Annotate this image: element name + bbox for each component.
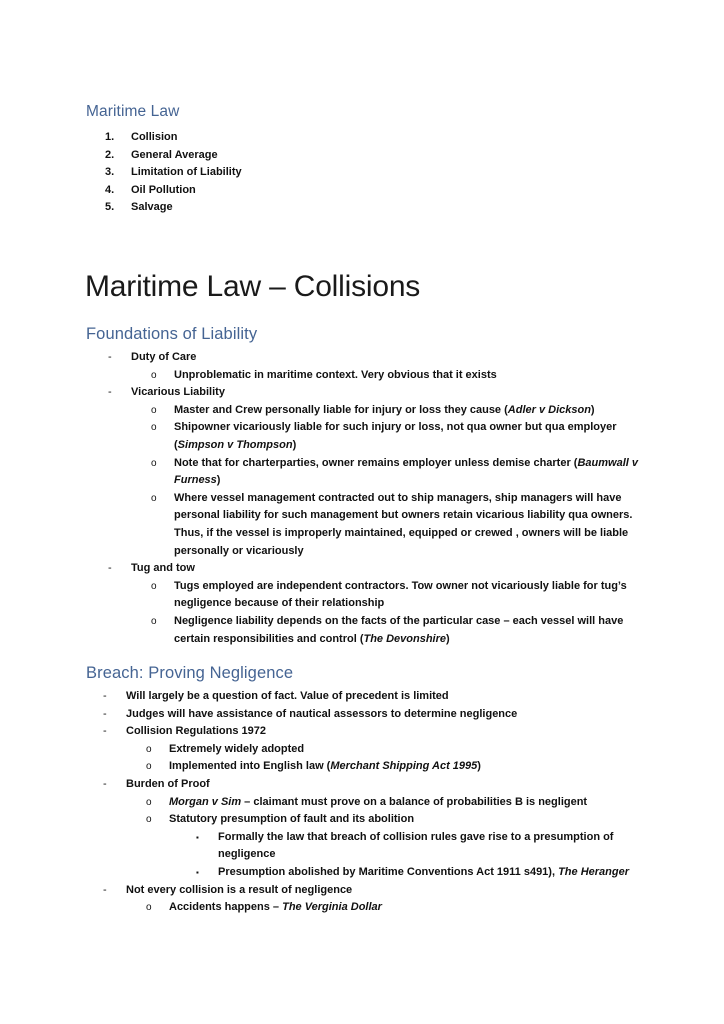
circle-bullet-icon: o xyxy=(146,796,152,808)
case-name-italic: The Devonshire xyxy=(363,632,447,645)
outline-item-text xyxy=(126,688,640,706)
dash-bullet-icon: - xyxy=(103,883,107,896)
circle-bullet-icon: o xyxy=(151,615,157,627)
outline-item-level-2 xyxy=(0,899,724,917)
case-name-italic: Morgan v Sim xyxy=(169,795,242,808)
outline-item-text xyxy=(174,402,640,420)
circle-bullet-icon: o xyxy=(151,492,157,504)
outline-item-text-run: Collision Regulations 1972 xyxy=(126,725,266,738)
outline-item-text-run: – claimant must prove on a balance of probabilities B is negligent xyxy=(241,795,588,808)
circle-bullet-icon: o xyxy=(146,761,152,773)
outline-item-text-tail: ) xyxy=(292,438,297,451)
outline-item-level-2 xyxy=(0,811,724,829)
outline-item-text xyxy=(174,419,640,454)
outline-item-text-run: Presumption abolished by Maritime Conventions Act 1911 s491), xyxy=(218,865,559,878)
list-marker: 3. xyxy=(105,166,115,179)
outline-item-text-run: Formally the law that breach of collision rules gave rise to a presumption of negligence xyxy=(218,830,614,861)
outline-item-level-2 xyxy=(0,794,724,812)
outline-item-level-2 xyxy=(0,741,724,759)
outline-item-level-1 xyxy=(0,723,724,741)
outline-item-text xyxy=(169,741,640,759)
outline-item-level-3 xyxy=(0,864,724,882)
outline-item-text xyxy=(126,776,640,794)
outline-item-text xyxy=(169,758,640,776)
outline-item-text xyxy=(126,882,640,900)
outline-item-level-1 xyxy=(0,776,724,794)
case-name-italic: Simpson v Thompson xyxy=(177,438,293,451)
outline-item-text xyxy=(218,829,640,864)
list-marker: 5. xyxy=(105,201,115,214)
square-bullet-icon: ▪ xyxy=(196,833,199,843)
case-name-italic: Merchant Shipping Act 1995 xyxy=(330,760,478,773)
outline-item-text-tail: ) xyxy=(477,760,481,773)
overview-list-item-label: General Average xyxy=(131,148,218,161)
square-bullet-icon: ▪ xyxy=(196,868,199,878)
outline-item-level-1 xyxy=(0,706,724,724)
circle-bullet-icon: o xyxy=(146,814,152,826)
outline-item-level-2 xyxy=(0,758,724,776)
outline-item-text-run: Will largely be a question of fact. Value of precedent is limited xyxy=(126,690,449,702)
overview-list-item xyxy=(0,164,724,182)
outline-item-text-run: Negligence liability depends on the facts of the particular case – each vessel will have certain responsibilities and control ( xyxy=(174,614,624,645)
outline-item-level-1 xyxy=(0,882,724,900)
outline-item-level-1 xyxy=(0,688,724,706)
circle-bullet-icon: o xyxy=(151,404,157,416)
outline-item-text xyxy=(174,367,640,385)
overview-list-item-label: Salvage xyxy=(131,201,173,214)
overview-list-item xyxy=(0,182,724,200)
outline-item-text xyxy=(131,560,640,578)
outline-item-text-run: Burden of Proof xyxy=(126,777,210,790)
outline-item-text xyxy=(174,578,640,613)
outline-breach-proving-negligence xyxy=(0,688,724,917)
outline-item-text-run: Tugs employed are independent contractors. Tow owner not vicariously liable for tug’s negligence because of their relationship xyxy=(174,579,627,610)
outline-item-text-tail: ) xyxy=(216,474,221,487)
outline-item-level-2 xyxy=(0,613,724,648)
circle-bullet-icon: o xyxy=(151,580,157,592)
list-marker: 2. xyxy=(105,148,115,161)
list-marker: 4. xyxy=(105,183,115,196)
outline-item-text-run: Judges will have assistance of nautical assessors to determine negligence xyxy=(126,707,518,720)
outline-item-text xyxy=(126,706,640,724)
overview-list-item xyxy=(0,129,724,147)
dash-bullet-icon: - xyxy=(103,707,107,720)
section-heading-breach-proving-negligence: Breach: Proving Negligence xyxy=(86,664,294,682)
circle-bullet-icon: o xyxy=(146,902,152,914)
overview-list-item-label: Oil Pollution xyxy=(131,183,196,196)
outline-item-text-run: Tug and tow xyxy=(131,562,195,575)
outline-item-level-2 xyxy=(0,402,724,420)
circle-bullet-icon: o xyxy=(151,457,157,469)
outline-item-text-run: Statutory presumption of fault and its abolition xyxy=(169,813,415,826)
outline-item-text-run: Not every collision is a result of negligence xyxy=(126,883,353,896)
circle-bullet-icon: o xyxy=(151,422,157,434)
circle-bullet-icon: o xyxy=(146,743,152,755)
outline-item-level-3 xyxy=(0,829,724,864)
dash-bullet-icon: - xyxy=(103,777,107,790)
outline-item-text xyxy=(174,490,640,560)
outline-item-text-run: Master and Crew personally liable for injury or loss they cause ( xyxy=(174,403,508,416)
outline-item-level-1 xyxy=(0,384,724,402)
outline-item-text-run: Unproblematic in maritime context. Very obvious that it exists xyxy=(174,368,497,381)
outline-item-text-run: Accidents happens – xyxy=(169,901,283,914)
overview-heading: Maritime Law xyxy=(86,103,180,120)
outline-item-text xyxy=(169,794,640,812)
outline-item-text-run: Where vessel management contracted out to ship managers, ship managers will have personal liability for such management but owners retain vicarious liability qua owners. Thus, if the vessel is improperly maintained, equipped or crewed , owners will be liable personally or vicariously xyxy=(174,491,633,557)
dash-bullet-icon: - xyxy=(108,351,112,363)
circle-bullet-icon: o xyxy=(151,369,157,381)
outline-item-text xyxy=(131,384,640,402)
outline-item-text-run: Vicarious Liability xyxy=(131,386,225,399)
outline-item-level-1 xyxy=(0,560,724,578)
case-name-italic: Baumwall v Furness xyxy=(174,456,638,487)
outline-foundations-of-liability xyxy=(0,349,724,648)
dash-bullet-icon: - xyxy=(103,725,107,738)
outline-item-text-run: Duty of Care xyxy=(131,351,197,363)
outline-item-level-2 xyxy=(0,455,724,490)
page-title: Maritime Law – Collisions xyxy=(85,270,421,303)
case-name-italic: Adler v Dickson xyxy=(507,403,591,416)
outline-item-text xyxy=(174,455,640,490)
outline-item-text-run: Note that for charterparties, owner remains employer unless demise charter ( xyxy=(174,456,578,469)
outline-item-level-1 xyxy=(0,349,724,367)
dash-bullet-icon: - xyxy=(108,386,112,399)
outline-item-level-2 xyxy=(0,367,724,385)
outline-item-text-tail: ) xyxy=(590,403,595,416)
overview-numbered-list xyxy=(0,129,724,217)
outline-item-text xyxy=(126,723,640,741)
dash-bullet-icon: - xyxy=(108,562,112,575)
outline-item-text-run: Implemented into English law ( xyxy=(169,760,331,773)
outline-item-text xyxy=(218,864,640,882)
outline-item-level-2 xyxy=(0,419,724,454)
case-name-italic: The Verginia Dollar xyxy=(282,901,382,914)
overview-list-item xyxy=(0,199,724,217)
outline-item-level-2 xyxy=(0,490,724,560)
outline-item-text xyxy=(169,811,640,829)
dash-bullet-icon: - xyxy=(103,690,107,702)
overview-list-item-label: Limitation of Liability xyxy=(131,166,242,179)
outline-item-level-2 xyxy=(0,578,724,613)
outline-item-text-run: Shipowner vicariously liable for such injury or loss, not qua owner but qua employer ( xyxy=(174,421,617,451)
outline-item-text xyxy=(169,899,640,917)
outline-item-text xyxy=(174,613,640,648)
outline-item-text-tail: ) xyxy=(446,632,450,645)
outline-item-text-run: Extremely widely adopted xyxy=(169,742,305,755)
outline-item-text xyxy=(131,349,640,367)
list-marker: 1. xyxy=(105,131,115,143)
overview-list-item xyxy=(0,147,724,165)
section-heading-foundations-of-liability: Foundations of Liability xyxy=(86,325,258,343)
case-name-italic: The Heranger xyxy=(558,865,629,878)
overview-list-item-label: Collision xyxy=(131,131,178,143)
